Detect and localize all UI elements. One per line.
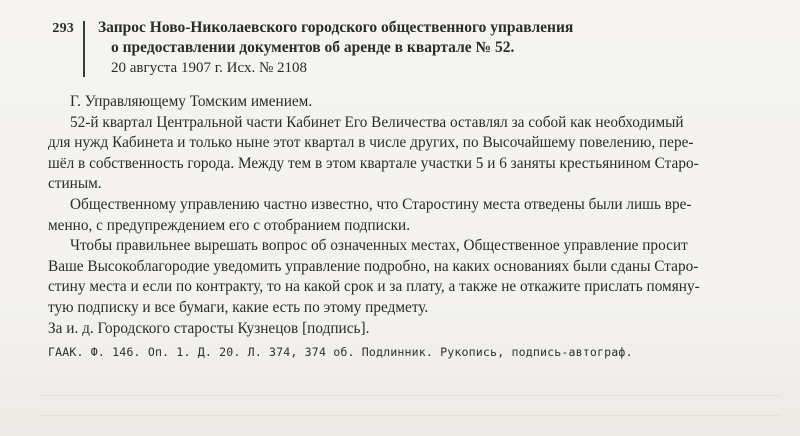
body-line: шёл в собственность города. Между тем в этом квартале участки 5 и 6 заняты крестьянином Старо-	[48, 154, 699, 172]
body-line: стину места и если по контракту, то на какой срок и за плату, а также не откажите прислать помяну-	[48, 278, 700, 296]
body-line: тую подписку и все бумаги, какие есть по этому предмету.	[48, 298, 429, 316]
title-line-1: Запрос Ново-Николаевского городского общественного управления	[98, 19, 574, 36]
reverse-side-bleed-through	[40, 380, 780, 430]
document-number: 293	[52, 21, 74, 36]
body-line: для нужд Кабинета и только ныне этот квартал в числе других, по Высочайшему повелению, пере-	[48, 134, 694, 152]
body-line: Чтобы правильнее вырешать вопрос об означенных местах, Общественное управление просит	[70, 237, 688, 255]
addressee: Г. Управляющему Томским имением.	[70, 93, 313, 110]
title-line-2: о предоставлении документов об аренде в квартале № 52.	[111, 39, 515, 56]
document-date-reference: 20 августа 1907 г. Исх. № 2108	[111, 60, 308, 76]
archive-source-note: ГААК. Ф. 146. Оп. 1. Д. 20. Л. 374, 374 об. Подлинник. Рукопись, подпись-автограф.	[48, 345, 633, 359]
body-line: стиным.	[48, 175, 102, 193]
signature-line: За и. д. Городского старосты Кузнецов [подпись].	[48, 319, 370, 337]
body-line: 52-й квартал Центральной части Кабинет Его Величества оставлял за собой как необходимый	[70, 113, 684, 131]
document-body	[48, 92, 770, 339]
document-title	[98, 18, 778, 58]
body-line: Ваше Высокоблагородие уведомить управление подробно, на каких основаниях были сданы Старо-	[48, 257, 699, 275]
body-line: менно, с предупреждением его с отобранием подписки.	[48, 216, 411, 234]
vertical-rule	[83, 21, 85, 77]
body-line: Общественному управлению частно известно, что Старостину места отведены были лишь вре-	[70, 195, 692, 213]
